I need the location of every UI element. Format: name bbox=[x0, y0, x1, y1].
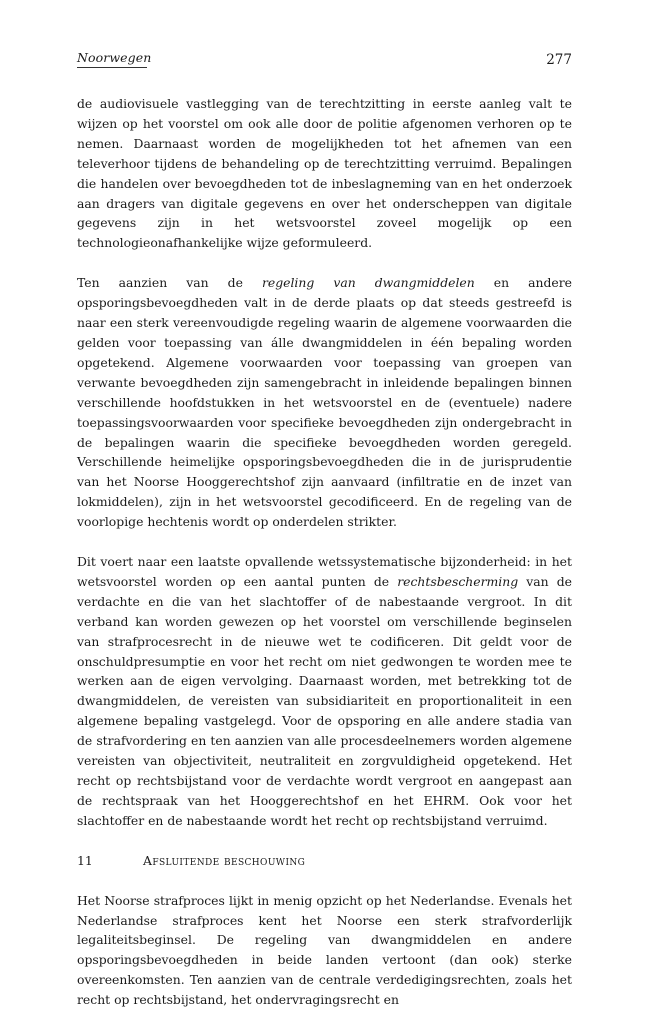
paragraph-text: en andere opsporingsbevoegdheden valt in de derde plaats op dat steeds gestreefd is naar een sterk vereenvoudigde regeling waarin de algemene voorwaarden die gelden voor toepassing van álle dwangmiddelen in één bepaling worden opgetekend. Algemene voorwaarden voor toepassing van groepen van verwante bevoegdheden zijn samengebracht in inleidende bepalingen binnen verschillende hoofdstukken in het wetsvoorstel en de (eventuele) nadere toepassingsvoorwaarden voor specifieke bevoegdheden zijn ondergebracht in de bepalingen waarin die specifieke bevoegdheden worden geregeld. Verschillende heimelijke opsporingsbevoegdheden die in de jurisprudentie van het Noorse Hooggerechtshof zijn aanvaard (infiltratie en de inzet van lokmiddelen), zijn in het wetsvoorstel gecodificeerd. En de regeling van de voorlopige hechtenis wordt op onderdelen strikter. bbox=[77, 275, 573, 530]
emphasis-text: regeling van dwangmiddelen bbox=[261, 275, 475, 291]
paragraph-text: van de verdachte en die van het slachtoffer of de nabestaande vergroot. In dit verband kan worden gewezen op het voorstel om verschillende beginselen van strafprocesrecht in de nieuwe wet te codificeren. Dit geldt voor de onschuldpresumptie en voor het recht om niet gedwongen te worden mee te werken aan de eigen vervolging. Daarnaast worden, met betrekking tot de dwangmiddelen, de vereisten van subsidiariteit en proportionaliteit in een algemene bepaling vastgelegd. Voor de opsporing en alle andere stadia van de strafvordering en ten aanzien van alle procesdeelnemers worden algemene vereisten van objectiviteit, neutraliteit en zorgvuldigheid opgetekend. Het recht op rechtsbijstand voor de verdachte wordt vergroot en aangepast aan de rechtspraak van het Hooggerechtshof en het EHRM. Ook voor het slachtoffer en de nabestaande wordt het recht op rechtsbijstand verruimd. bbox=[77, 573, 572, 828]
emphasis-text: rechtsbescherming bbox=[397, 573, 519, 589]
paragraph-text: Dit voert naar een laatste opvallende wetssystematische bijzonderheid: in het wetsvoorstel worden op een aantal punten de bbox=[77, 554, 572, 589]
section-heading bbox=[77, 851, 572, 871]
paragraph-text: Het Noorse strafproces lijkt in menig opzicht op het Nederlandse. Evenals het Nederlandse strafproces kent het Noorse een sterk strafvorderlijk legaliteitsbeginsel. De regeling van dwangmiddelen en andere opsporingsbevoegdheden in beide landen vertoont (dan ook) sterke overeenkomsten. Ten aanzien van de centrale verdedigingsrechten, zoals het recht op rechtsbijstand, het ondervragingsrecht en bbox=[77, 892, 572, 1008]
page-number: 277 bbox=[546, 52, 572, 68]
paragraph bbox=[77, 891, 572, 1010]
paragraph bbox=[77, 94, 572, 253]
paragraph bbox=[77, 273, 572, 532]
paragraph bbox=[77, 552, 572, 831]
page-header bbox=[77, 44, 572, 68]
section-number: 11 bbox=[77, 852, 93, 868]
section-title: Afsluitende beschouwing bbox=[143, 852, 306, 868]
document-body bbox=[77, 94, 572, 1010]
paragraph-text: Ten aanzien van de bbox=[77, 275, 262, 291]
document-page bbox=[77, 44, 572, 1030]
running-head: Noorwegen bbox=[77, 50, 147, 68]
paragraph-text: de audiovisuele vastlegging van de terechtzitting in eerste aanleg valt te wijzen op het voorstel om ook alle door de politie afgenomen verhoren op te nemen. Daarnaast worden de mogelijkheden tot het afnemen van een televerhoor tijdens de behandeling op de terechtzitting verruimd. Bepalingen die handelen over bevoegdheden tot de inbeslagneming van en het onderzoek aan dragers van digitale gegevens en over het onderscheppen van digitale gegevens zijn in het wetsvoorstel zoveel mogelijk op een technologieonafhankelijke wijze geformuleerd. bbox=[77, 96, 572, 251]
